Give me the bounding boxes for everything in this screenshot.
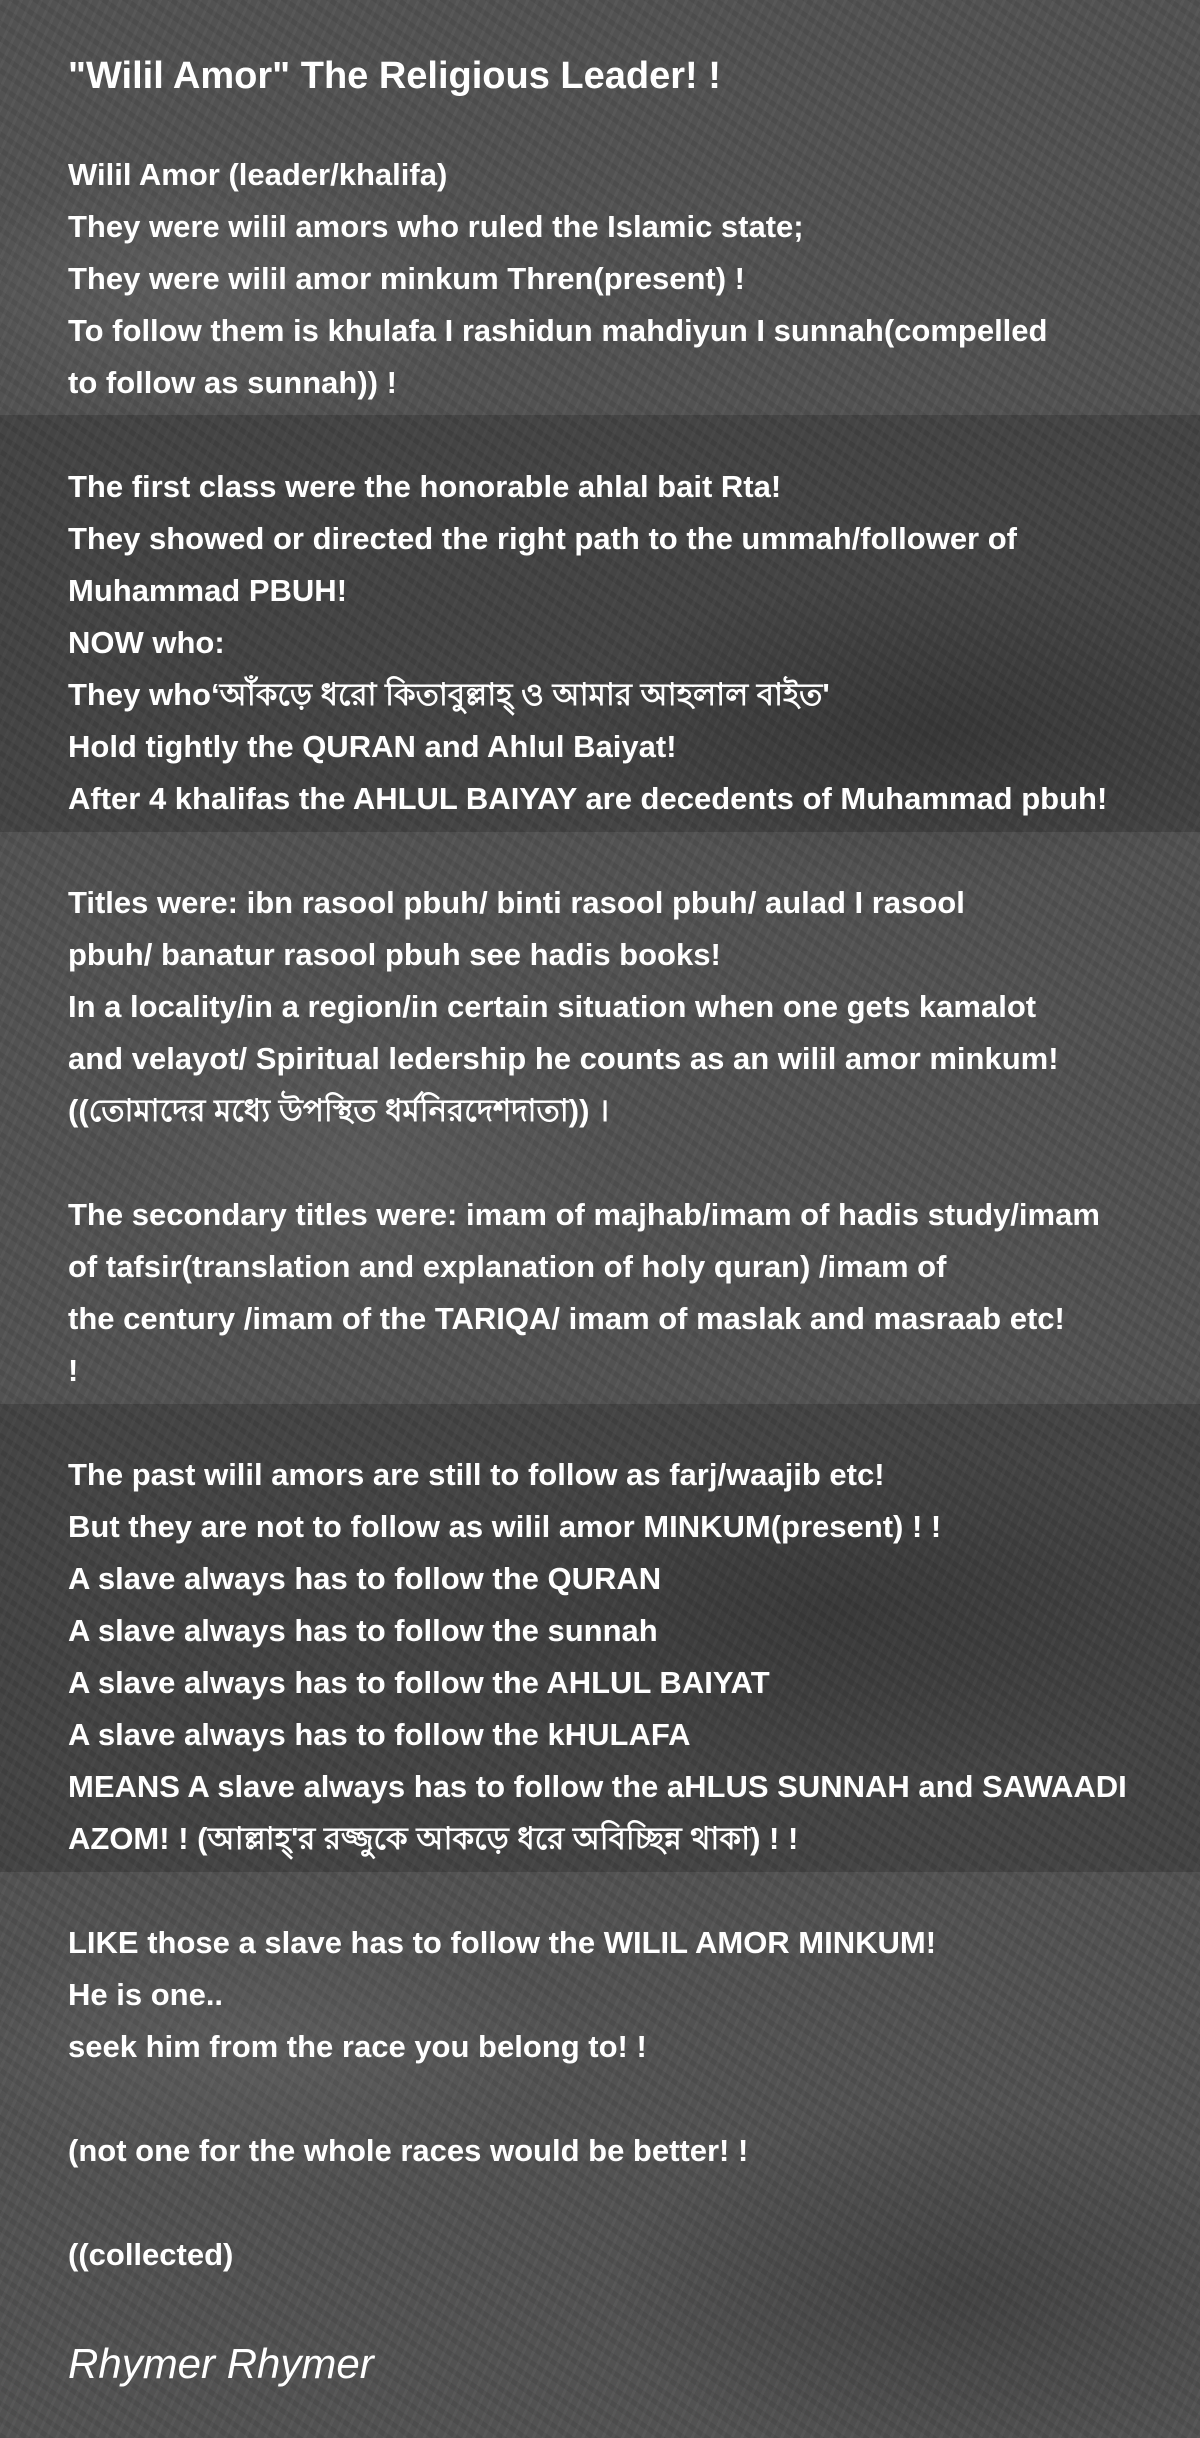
poem-line: But they are not to follow as wilil amor MINKUM(present) ! ! (68, 1509, 942, 1544)
stanza (68, 1449, 1188, 1865)
poem-line: Wilil Amor (leader/khalifa) (68, 157, 448, 192)
stanza (68, 1917, 1188, 2073)
poem-line: A slave always has to follow the kHULAFA (68, 1717, 691, 1752)
poem-line: A slave always has to follow the sunnah (68, 1613, 658, 1648)
poem-line: The past wilil amors are still to follow as farj/waajib etc! (68, 1457, 885, 1492)
stanza (68, 2125, 1188, 2177)
poem-line: Hold tightly the QURAN and Ahlul Baiyat! (68, 729, 677, 764)
poem-line: They who‘আঁকড়ে ধরো কিতাবুল্লাহ্ ও আমার আহলাল বাইত' (68, 677, 830, 712)
poem-line: (not one for the whole races would be better! ! (68, 2133, 749, 2168)
poem-line: A slave always has to follow the AHLUL BAIYAT (68, 1665, 770, 1700)
poem-line: ! (68, 1353, 79, 1388)
poem-line: The secondary titles were: imam of majhab/imam of hadis study/imam (68, 1197, 1100, 1232)
stanza (68, 877, 1188, 1137)
poem-author[interactable]: Rhymer Rhymer (68, 2340, 374, 2387)
poem-line: They were wilil amor minkum Thren(present) ! (68, 261, 745, 296)
poem-line: The first class were the honorable ahlal bait Rta! (68, 469, 782, 504)
poem-line: pbuh/ banatur rasool pbuh see hadis books! (68, 937, 721, 972)
poem-line: ((তোমাদের মধ্যে উপস্থিত ধর্মনিরদেশদাতা)) । (68, 1093, 610, 1128)
poem-line: to follow as sunnah)) ! (68, 365, 397, 400)
poem-line: To follow them is khulafa I rashidun mahdiyun I sunnah(compelled (68, 313, 1048, 348)
poem-line: After 4 khalifas the AHLUL BAIYAY are decedents of Muhammad pbuh! (68, 781, 1108, 816)
stanza (68, 2229, 1188, 2281)
poem-line: of tafsir(translation and explanation of holy quran) /imam of (68, 1249, 947, 1284)
poem-line: Titles were: ibn rasool pbuh/ binti rasool pbuh/ aulad I rasool (68, 885, 965, 920)
poem-line: They showed or directed the right path to the ummah/follower of (68, 521, 1017, 556)
poem-line: They were wilil amors who ruled the Islamic state; (68, 209, 804, 244)
poem-line: ((collected) (68, 2237, 234, 2272)
stanza (68, 461, 1188, 825)
poem-line: He is one.. (68, 1977, 224, 2012)
stanza (68, 1189, 1188, 1397)
poem-line: seek him from the race you belong to! ! (68, 2029, 647, 2064)
poem-line: AZOM! ! (আল্লাহ্'র রজ্জুকে আকড়ে ধরে অবিচ্ছিন্ন থাকা) ! ! (68, 1821, 799, 1856)
poem-line: LIKE those a slave has to follow the WILIL AMOR MINKUM! (68, 1925, 937, 1960)
poem-line: In a locality/in a region/in certain situation when one gets kamalot (68, 989, 1037, 1024)
poem-line: Muhammad PBUH! (68, 573, 348, 608)
poem-title: "Wilil Amor" The Religious Leader! ! (68, 55, 721, 97)
poem-line: MEANS A slave always has to follow the aHLUS SUNNAH and SAWAADI (68, 1769, 1127, 1804)
stanza (68, 149, 1188, 409)
poem-line: the century /imam of the TARIQA/ imam of maslak and masraab etc! (68, 1301, 1065, 1336)
poem-line: NOW who: (68, 625, 225, 660)
poem-line: and velayot/ Spiritual ledership he counts as an wilil amor minkum! (68, 1041, 1059, 1076)
poem-line: A slave always has to follow the QURAN (68, 1561, 662, 1596)
